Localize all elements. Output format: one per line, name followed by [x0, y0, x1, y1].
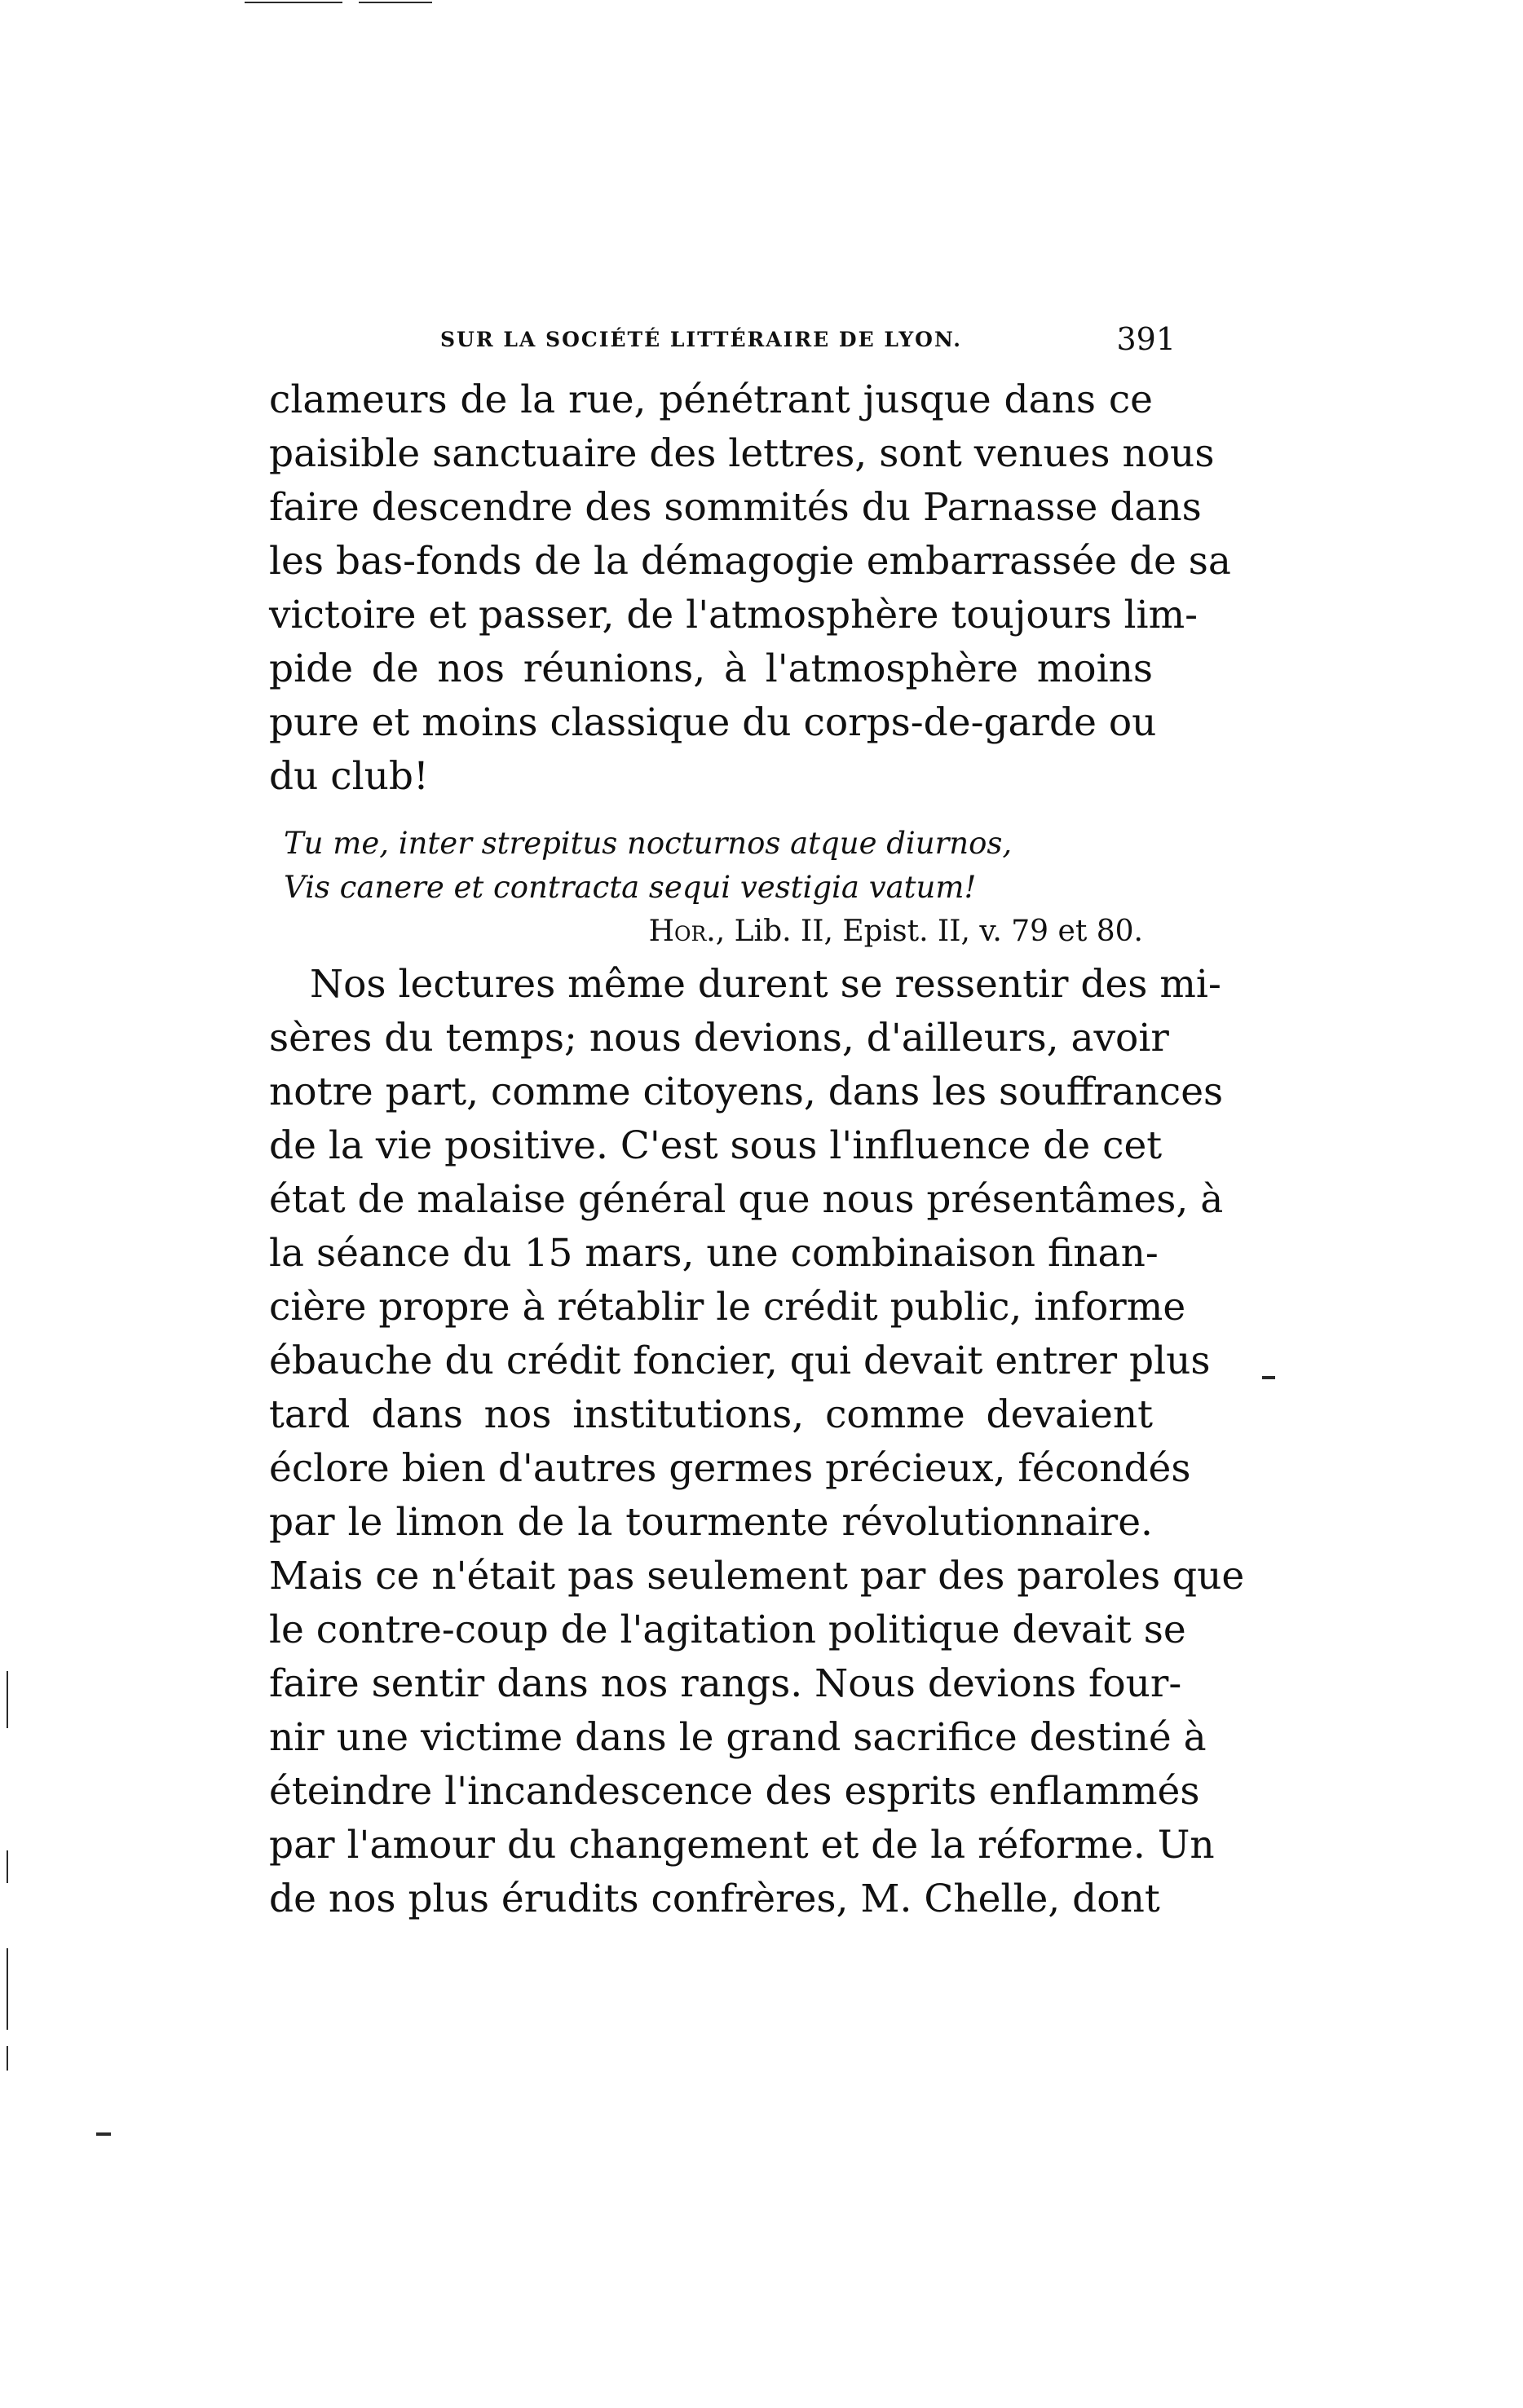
- text-line: Nos lectures même durent se ressentir des mi-: [310, 962, 1221, 1007]
- text-line: du club!: [269, 754, 429, 799]
- scan-mark-left-4: [7, 2046, 8, 2071]
- scan-mark-left-1: [7, 1671, 8, 1728]
- quote-line: Tu me, inter strepitus nocturnos atque diurnos,: [284, 826, 1013, 861]
- text-line: la séance du 15 mars, une combinaison finan-: [269, 1231, 1159, 1276]
- citation-author: Hor.: [648, 915, 716, 948]
- scan-mark-left-2: [7, 1850, 8, 1883]
- text-line: faire descendre des sommités du Parnasse dans: [269, 485, 1202, 530]
- quote-line: Vis canere et contracta sequi vestigia vatum!: [284, 870, 977, 905]
- page-number: 391: [1116, 321, 1176, 357]
- text-line: clameurs de la rue, pénétrant jusque dans ce: [269, 377, 1153, 422]
- text-line: sères du temps; nous devions, d'ailleurs, avoir: [269, 1016, 1169, 1061]
- scan-mark-right-dash: [1262, 1376, 1275, 1379]
- text-line: Mais ce n'était pas seulement par des paroles que: [269, 1554, 1245, 1599]
- scan-mark-left-3: [7, 1948, 8, 2030]
- text-line: paisible sanctuaire des lettres, sont venues nous: [269, 431, 1215, 476]
- text-line: de nos plus érudits confrères, M. Chelle, dont: [269, 1877, 1160, 1921]
- citation-reference: , Lib. II, Epist. II, v. 79 et 80.: [715, 915, 1143, 948]
- text-line: éclore bien d'autres germes précieux, fécondés: [269, 1446, 1191, 1491]
- text-line: nir une victime dans le grand sacrifice destiné à: [269, 1715, 1207, 1760]
- scan-mark-bottom-left: [96, 2132, 111, 2136]
- paragraph-2: [269, 958, 1245, 1926]
- paragraph-1: [269, 373, 1231, 804]
- latin-quotation: [284, 822, 1153, 954]
- text-line: état de malaise général que nous présentâmes, à: [269, 1177, 1224, 1222]
- text-line: les bas-fonds de la démagogie embarrassée de sa: [269, 539, 1231, 584]
- text-line: par l'amour du changement et de la réforme. Un: [269, 1823, 1215, 1868]
- quote-citation: [284, 910, 1153, 954]
- text-line: le contre-coup de l'agitation politique devait se: [269, 1608, 1186, 1652]
- text-line: éteindre l'incandescence des esprits enflammés: [269, 1769, 1200, 1814]
- text-line: par le limon de la tourmente révolutionnaire.: [269, 1500, 1153, 1545]
- running-head: SUR LA SOCIÉTÉ LITTÉRAIRE DE LYON.: [440, 328, 962, 351]
- text-line: ébauche du crédit foncier, qui devait entrer plus: [269, 1339, 1211, 1383]
- text-line: pide de nos réunions, à l'atmosphère moins: [269, 646, 1153, 691]
- scan-mark-top-right: [359, 2, 432, 3]
- text-line: de la vie positive. C'est sous l'influence de cet: [269, 1123, 1163, 1168]
- text-line: victoire et passer, de l'atmosphère toujours lim-: [269, 593, 1199, 637]
- text-line: cière propre à rétablir le crédit public, informe: [269, 1285, 1186, 1330]
- text-line: notre part, comme citoyens, dans les souffrances: [269, 1069, 1224, 1114]
- scan-mark-top: [245, 2, 342, 3]
- text-line: pure et moins classique du corps-de-garde ou: [269, 700, 1157, 745]
- text-line: faire sentir dans nos rangs. Nous devions four-: [269, 1661, 1182, 1706]
- page-header: [269, 321, 1176, 377]
- text-line: tard dans nos institutions, comme devaient: [269, 1392, 1153, 1437]
